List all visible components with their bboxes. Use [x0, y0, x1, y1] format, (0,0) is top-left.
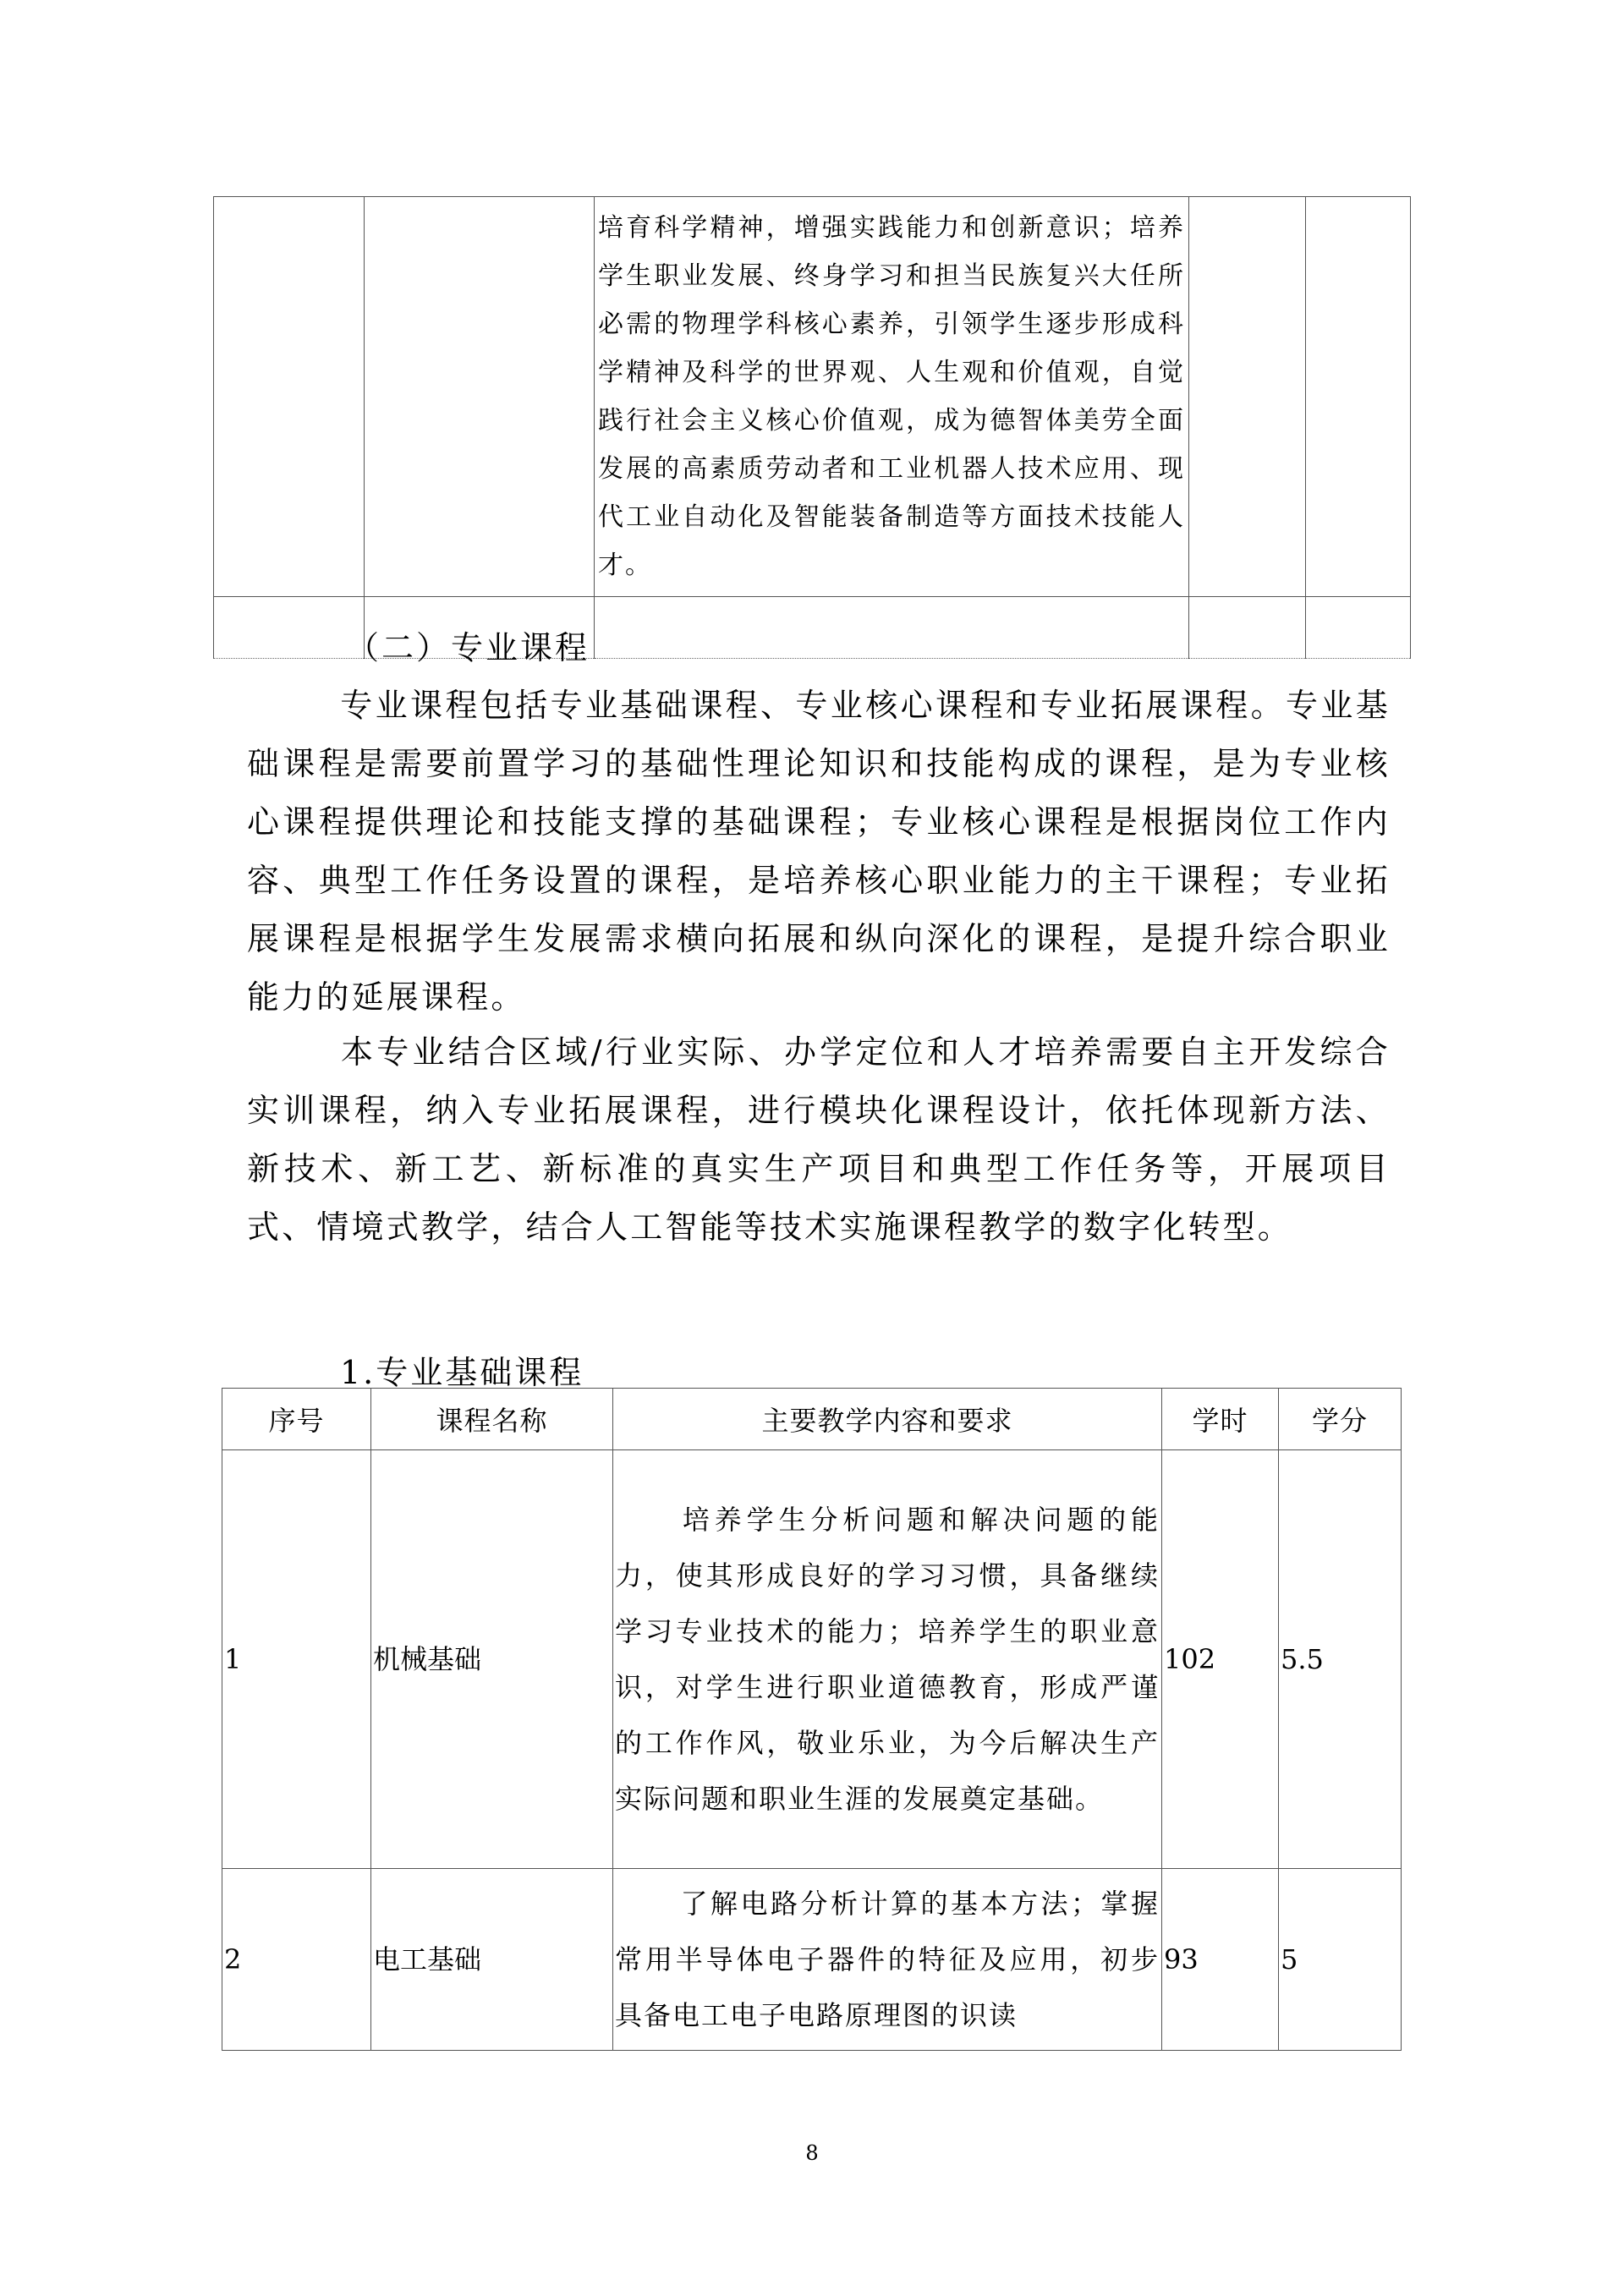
continued-course-table: [213, 196, 1411, 659]
paragraph: [247, 1023, 1391, 1257]
header-hours: 学时: [1162, 1389, 1279, 1450]
content-text: 培养学生分析问题和解决问题的能力，使其形成良好的学习习惯，具备继续学习专业技术的能力；培养学生的职业意识，对学生进行职业道德教育，形成严谨的工作作风，敬业乐业，为今后解决生产实际问题和职业生涯的发展奠定基础。: [615, 1504, 1160, 1815]
content-cell: [613, 1869, 1162, 2051]
hours-cell: 102: [1162, 1450, 1279, 1869]
header-credits: 学分: [1279, 1389, 1402, 1450]
header-content: 主要教学内容和要求: [613, 1389, 1162, 1450]
content-cell: 培育科学精神，增强实践能力和创新意识；培养学生职业发展、终身学习和担当民族复兴大任所必需的物理学科核心素养，引领学生逐步形成科学精神及科学的世界观、人生观和价值观，自觉践行社会主义核心价值观，成为德智体美劳全面发展的高素质劳动者和工业机器人技术应用、现代工业自动化及智能装备制造等方面技术技能人才。: [595, 197, 1189, 597]
table-header-row: [222, 1389, 1402, 1450]
seq-cell: 2: [222, 1869, 371, 2051]
credits-cell: [1306, 197, 1411, 597]
content-text: 了解电路分析计算的基本方法；掌握常用半导体电子器件的特征及应用，初步具备电工电子电路原理图的识读: [615, 1888, 1160, 2031]
seq-cell: [214, 597, 365, 659]
paragraph: [247, 677, 1391, 1027]
course-name-cell: 机械基础: [371, 1450, 613, 1869]
hours-cell: [1189, 597, 1306, 659]
content-cell: [613, 1450, 1162, 1869]
seq-cell: [214, 197, 365, 597]
credits-cell: [1306, 597, 1411, 659]
paragraph-text: 专业课程包括专业基础课程、专业核心课程和专业拓展课程。专业基础课程是需要前置学习的基础性理论知识和技能构成的课程，是为专业核心课程提供理论和技能支撑的基础课程；专业核心课程是根据岗位工作内容、典型工作任务设置的课程，是培养核心职业能力的主干课程；专业拓展课程是根据学生发展需求横向拓展和纵向深化的课程，是提升综合职业能力的延展课程。: [247, 687, 1391, 1016]
paragraph-text: 本专业结合区域/行业实际、办学定位和人才培养需要自主开发综合实训课程，纳入专业拓展课程，进行模块化课程设计，依托体现新方法、新技术、新工艺、新标准的真实生产项目和典型工作任务等，开展项目式、情境式教学，结合人工智能等技术实施课程教学的数字化转型。: [247, 1033, 1391, 1246]
hours-cell: [1189, 197, 1306, 597]
content-cell: [595, 597, 1189, 659]
course-table: [222, 1388, 1402, 2051]
header-seq: 序号: [222, 1389, 371, 1450]
credits-cell: 5: [1279, 1869, 1402, 2051]
course-name-cell: [365, 197, 595, 597]
credits-cell: 5.5: [1279, 1450, 1402, 1869]
subsection-heading: 1.专业基础课程: [340, 1354, 584, 1391]
page-number: 8: [805, 2141, 819, 2165]
header-course-name: 课程名称: [371, 1389, 613, 1450]
section-heading: （二）专业课程: [347, 629, 590, 666]
table-row: [222, 1450, 1402, 1869]
table-row: [214, 197, 1411, 597]
table-row: [222, 1869, 1402, 2051]
hours-cell: 93: [1162, 1869, 1279, 2051]
course-name-cell: 电工基础: [371, 1869, 613, 2051]
seq-cell: 1: [222, 1450, 371, 1869]
